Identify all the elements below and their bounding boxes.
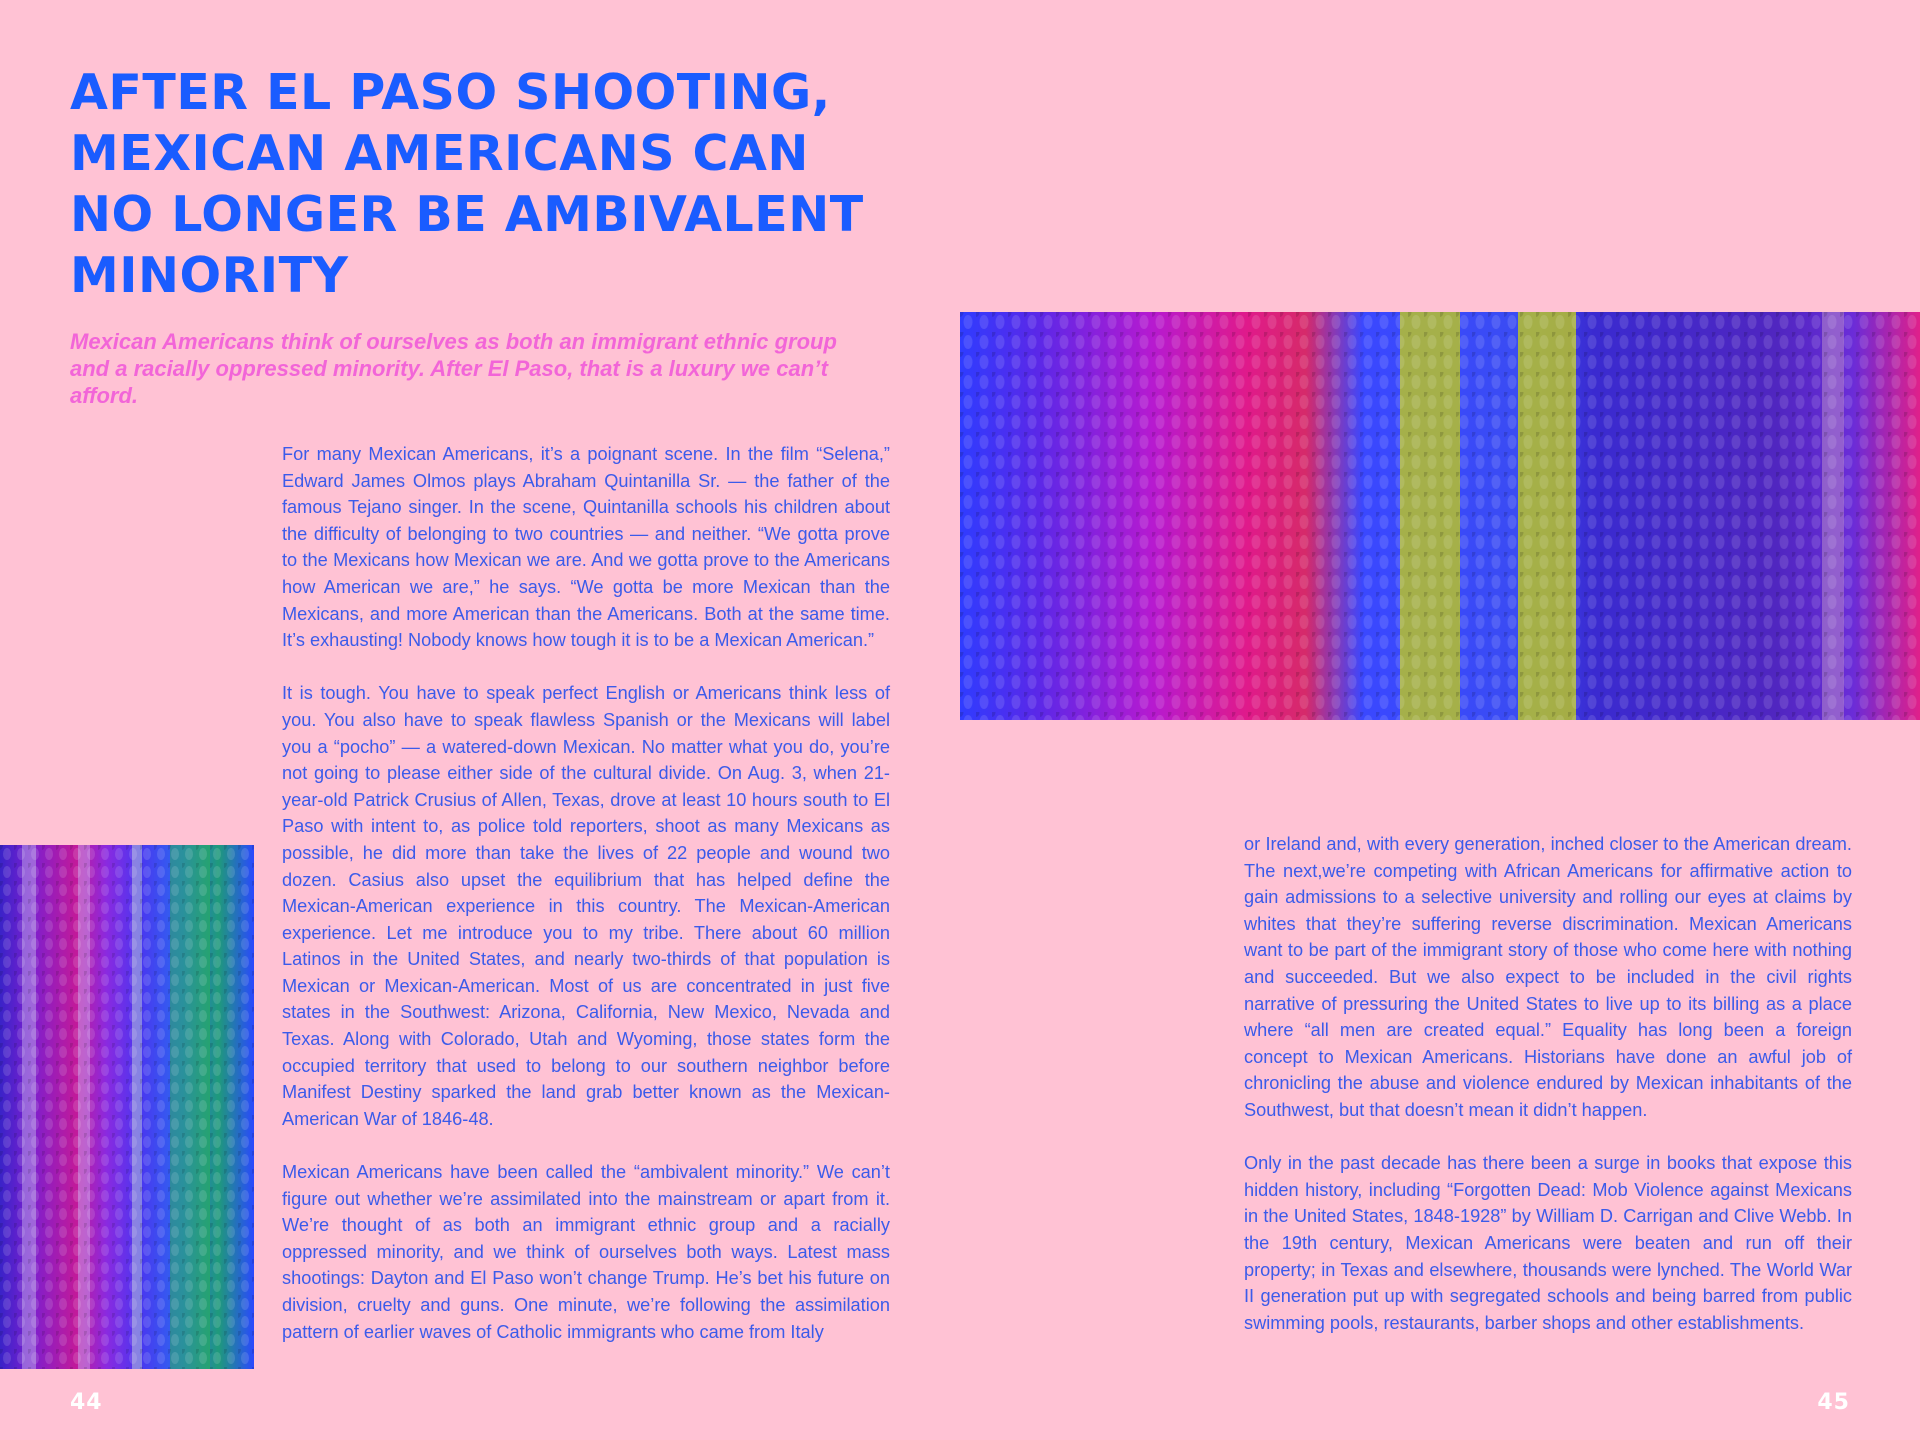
article-body-left-column [282, 441, 890, 1345]
textile-photo-right [960, 312, 1920, 720]
article-dek: Mexican Americans think of ourselves as both an immigrant ethnic group and a racially oppressed minority. After El Paso, that is a luxury we can’t afford. [70, 329, 837, 408]
page-number-right: 45 [1817, 1390, 1850, 1415]
page-number-left: 44 [70, 1390, 103, 1415]
headline-line: NO LONGER BE AMBIVALENT [70, 186, 864, 243]
headline-line: MINORITY [70, 247, 349, 304]
body-paragraph: It is tough. You have to speak perfect English or Americans think less of you. You also have to speak flawless Spanish or the Mexicans will label you a “pocho” — a watered-down Mexican. No matter what you do, you’re not going to please either side of the cultural divide. On Aug. 3, when 21-year-old Patrick Crusius of Allen, Texas, drove at least 10 hours south to El Paso with intent to, as police told reporters, shoot as many Mexicans as possible, he did more than take the lives of 22 people and wound two dozen. Casius also upset the equilibrium that has helped define the Mexican-American experience in this country. The Mexican-American experience. Let me introduce you to my tribe. There about 60 million Latinos in the United States, and nearly two-thirds of that population is Mexican or Mexican-American. Most of us are concentrated in just five states in the Southwest: Arizona, California, New Mexico, Nevada and Texas. Along with Colorado, Utah and Wyoming, those states form the occupied territory that used to belong to our southern neighbor before Manifest Destiny sparked the land grab better known as the Mexican-American War of 1846-48. [282, 683, 890, 1129]
body-paragraph: For many Mexican Americans, it’s a poignant scene. In the film “Selena,” Edward James Olmos plays Abraham Quintanilla Sr. — the father of the famous Tejano singer. In the scene, Quintanilla schools his children about the difficulty of belonging to two countries — and neither. “We gotta prove to the Mexicans how Mexican we are. And we gotta prove to the Americans how American we are,” he says. “We gotta be more Mexican than the Mexicans, and more American than the Americans. Both at the same time. It’s exhausting! Nobody knows how tough it is to be a Mexican American.” [282, 444, 890, 651]
body-paragraph: or Ireland and, with every generation, inched closer to the American dream. The next,we’re competing with African Americans for affirmative action to gain admissions to a selective university and rolling our eyes at claims by whites that they’re suffering reverse discrimination. Mexican Americans want to be part of the immigrant story of those who come here with nothing and succeeded. But we also expect to be included in the civil rights narrative of pressuring the United States to live up to its billing as a place where “all men are created equal.” Equality has long been a foreign concept to Mexican Americans. Historians have done an awful job of chronicling the abuse and violence endured by Mexican inhabitants of the Southwest, but that doesn’t mean it didn’t happen. [1244, 834, 1852, 1120]
article-headline [70, 62, 890, 306]
headline-line: AFTER EL PASO SHOOTING, [70, 64, 831, 121]
body-paragraph: Only in the past decade has there been a surge in books that expose this hidden history, including “Forgotten Dead: Mob Violence against Mexicans in the United States, 1848-1928” by William D. Carrigan and Clive Webb. In the 19th century, Mexican Americans were beaten and run off their property; in Texas and elsewhere, thousands were lynched. The World War II generation put up with segregated schools and being barred from public swimming pools, restaurants, barber shops and other establishments. [1244, 1153, 1852, 1333]
body-paragraph: Mexican Americans have been called the “ambivalent minority.” We can’t figure out whether we’re assimilated into the mainstream or apart from it. We’re thought of as both an immigrant ethnic group and a racially oppressed minority, and we think of ourselves both ways. Latest mass shootings: Dayton and El Paso won’t change Trump. He’s bet his future on division, cruelty and guns. One minute, we’re following the assimilation pattern of earlier waves of Catholic immigrants who came from Italy [282, 1162, 890, 1342]
article-body-right-column [1244, 831, 1852, 1336]
textile-photo-left [0, 845, 254, 1369]
headline-line: MEXICAN AMERICANS CAN [70, 125, 809, 182]
